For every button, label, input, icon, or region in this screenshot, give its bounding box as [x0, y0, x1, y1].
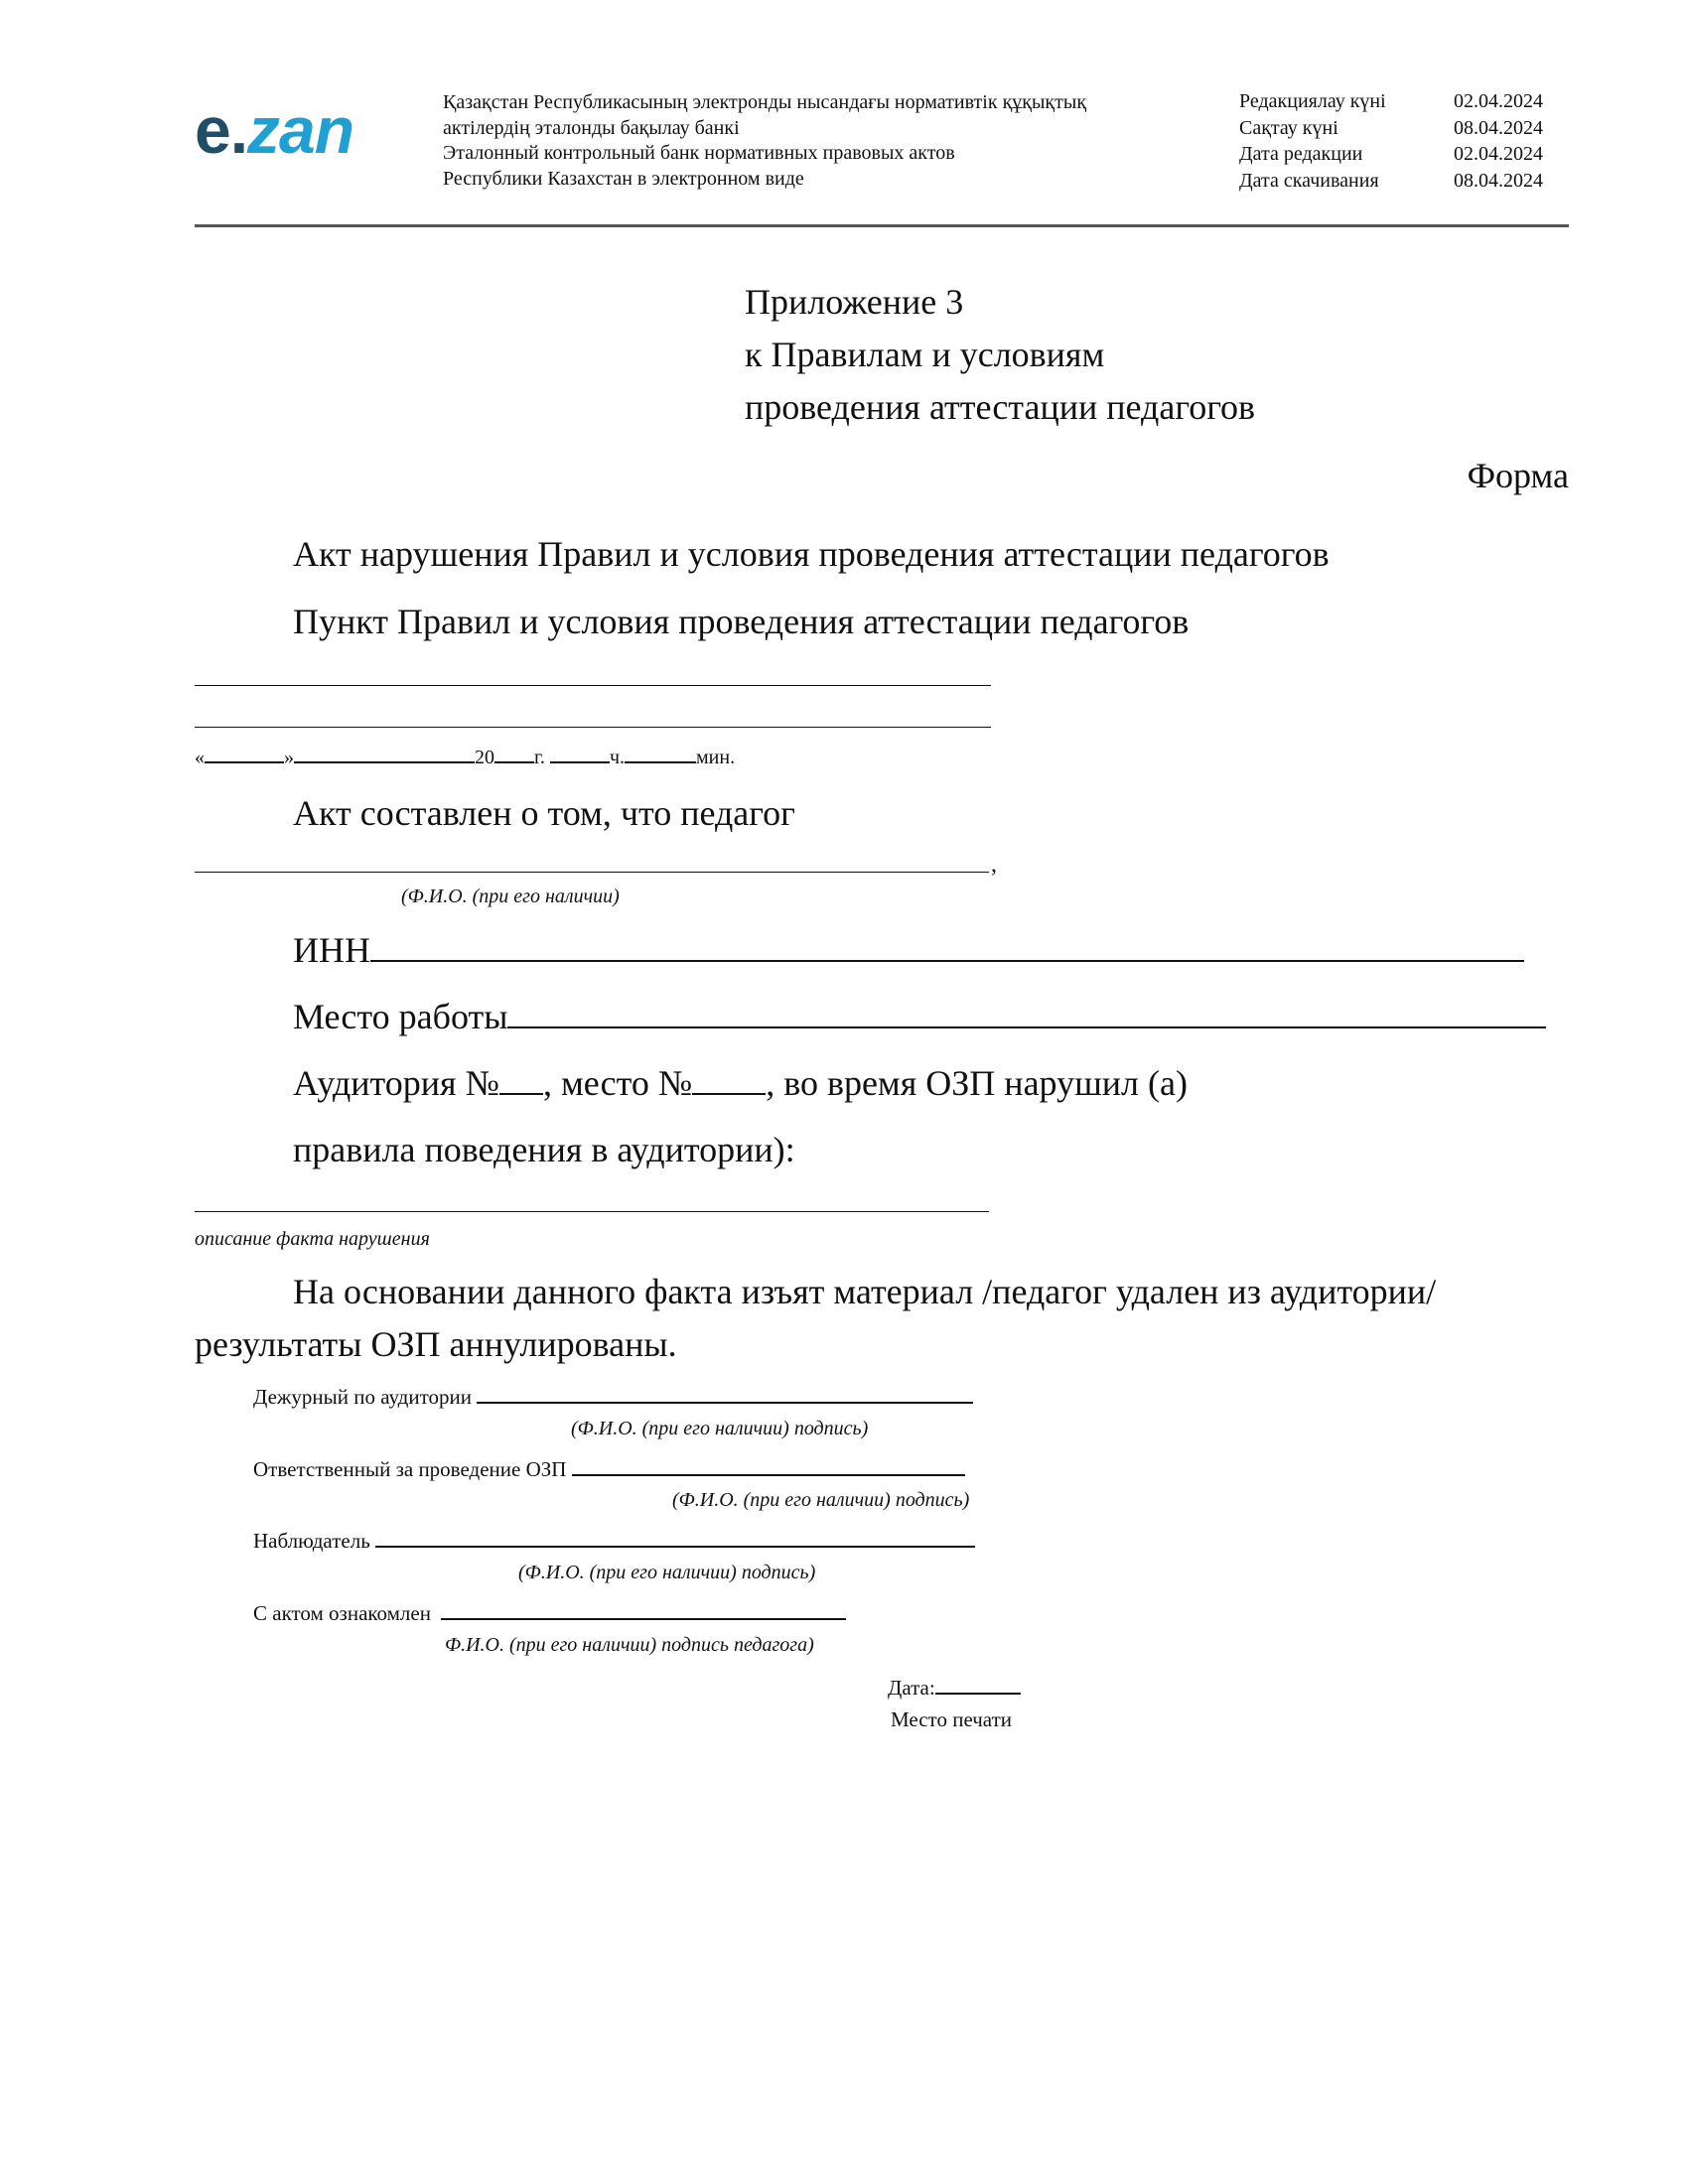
- meta-label: Редакциялау күні: [1239, 90, 1386, 112]
- bank-title: [443, 90, 1086, 192]
- rule-point-line: [195, 685, 991, 686]
- violation-caption: описание факта нарушения: [195, 1228, 430, 1250]
- auditorium-label: Аудитория №: [293, 1063, 499, 1103]
- signature-duty-officer: [253, 1385, 973, 1410]
- signature-caption: Ф.И.О. (при его наличии) подпись педагога): [445, 1634, 814, 1656]
- meta-row: [1239, 88, 1543, 115]
- meta-label: Сақтау күні: [1239, 116, 1338, 139]
- signature-observer: [253, 1529, 975, 1554]
- hours-label: ч.: [609, 747, 626, 768]
- meta-row: [1239, 168, 1543, 195]
- bank-title-line: Қазақстан Республикасының электронды нысандағы нормативтік құқықтық: [443, 91, 1087, 113]
- date-blank: [935, 1693, 1021, 1695]
- comma: ,: [991, 852, 997, 878]
- edition-dates-table: [1239, 88, 1543, 194]
- meta-value: 08.04.2024: [1454, 169, 1543, 192]
- appendix-line: к Правилам и условиям: [745, 335, 1105, 374]
- rules-text: правила поведения в аудитории):: [293, 1130, 795, 1169]
- signature-label: С актом ознакомлен: [253, 1601, 431, 1625]
- header-divider: [195, 224, 1569, 227]
- signature-label: Ответственный за проведение ОЗП: [253, 1457, 567, 1481]
- inn-line: [293, 929, 1524, 971]
- workplace-line: [293, 996, 1546, 1037]
- bank-title-line: Республики Казахстан в электронном виде: [443, 167, 804, 190]
- meta-label: Дата скачивания: [1239, 169, 1379, 192]
- hours-blank: [550, 761, 610, 763]
- teacher-name-line: [195, 872, 989, 873]
- basis-text-line1: На основании данного факта изъят материал /педагог удален из аудитории/: [293, 1272, 1437, 1311]
- meta-row: [1239, 115, 1543, 142]
- appendix-line: проведения аттестации педагогов: [745, 387, 1256, 427]
- meta-row: [1239, 141, 1543, 168]
- violation-description-line: [195, 1211, 989, 1212]
- rule-point-line: [195, 727, 991, 728]
- auditorium-line: [293, 1062, 1188, 1104]
- signature-responsible: [253, 1457, 965, 1482]
- signature-blank: [441, 1618, 846, 1620]
- document-subtitle: Пункт Правил и условия проведения аттестации педагогов: [293, 602, 1190, 641]
- minutes-blank: [625, 761, 696, 763]
- appendix-line: Приложение 3: [745, 282, 964, 322]
- form-label: Форма: [1467, 456, 1569, 495]
- year-prefix: 20: [475, 747, 494, 768]
- act-statement: Акт составлен о том, что педагог: [293, 793, 795, 833]
- bank-title-line: Эталонный контрольный банк нормативных правовых актов: [443, 142, 955, 164]
- signature-caption: (Ф.И.О. (при его наличии) подпись): [518, 1562, 816, 1583]
- day-blank: [205, 761, 284, 763]
- seat-number-blank: [692, 1093, 766, 1095]
- fio-caption: (Ф.И.О. (при его наличии): [401, 886, 620, 907]
- seat-label: , место №: [542, 1063, 693, 1103]
- month-blank: [294, 761, 475, 763]
- signature-blank: [375, 1546, 975, 1548]
- document-title: Акт нарушения Правил и условия проведения аттестации педагогов: [293, 534, 1330, 574]
- meta-value: 02.04.2024: [1454, 143, 1543, 165]
- ezan-logo: e.zan: [195, 93, 354, 167]
- workplace-label: Место работы: [293, 997, 508, 1036]
- close-quote: »: [284, 747, 294, 768]
- date-time-line: [195, 747, 735, 769]
- inn-label: ИНН: [293, 930, 370, 970]
- meta-value: 08.04.2024: [1454, 116, 1543, 139]
- auditorium-number-blank: [499, 1093, 543, 1095]
- signature-label: Наблюдатель: [253, 1529, 370, 1553]
- workplace-blank: [507, 1026, 1546, 1028]
- open-quote: «: [195, 747, 205, 768]
- date-field: [888, 1676, 1021, 1701]
- signature-acknowledged: [253, 1601, 846, 1626]
- year-blank: [494, 761, 534, 763]
- basis-text-line2: результаты ОЗП аннулированы.: [195, 1324, 677, 1364]
- bank-title-line: актілердің эталонды бақылау банкі: [443, 116, 740, 139]
- meta-label: Дата редакции: [1239, 143, 1363, 165]
- signature-caption: (Ф.И.О. (при его наличии) подпись): [672, 1489, 970, 1511]
- signature-blank: [572, 1474, 965, 1476]
- date-label: Дата:: [888, 1676, 935, 1700]
- stamp-place: Место печати: [891, 1707, 1013, 1731]
- minutes-label: мин.: [696, 747, 736, 768]
- signature-caption: (Ф.И.О. (при его наличии) подпись): [571, 1418, 869, 1439]
- meta-value: 02.04.2024: [1454, 90, 1543, 112]
- inn-blank: [370, 960, 1524, 962]
- year-suffix: г.: [534, 747, 545, 768]
- appendix-note: [745, 276, 1255, 434]
- signature-blank: [477, 1402, 973, 1404]
- violation-statement: , во время ОЗП нарушил (а): [766, 1063, 1188, 1103]
- signature-label: Дежурный по аудитории: [253, 1385, 472, 1409]
